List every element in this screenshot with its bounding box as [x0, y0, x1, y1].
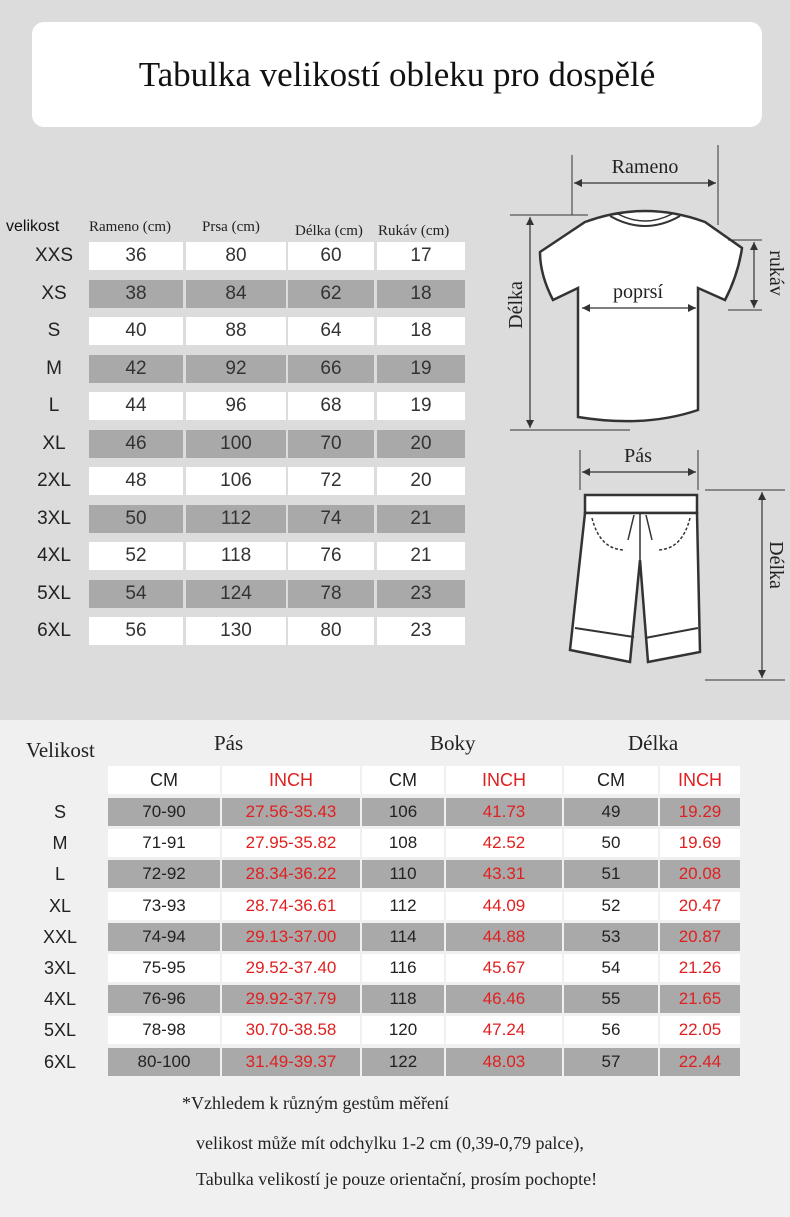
table-cell: 80: [186, 242, 286, 270]
table-cell: 51: [564, 860, 658, 888]
table-cell: 57: [564, 1048, 658, 1076]
table-cell: 66: [288, 355, 374, 383]
chest-label: poprsí: [613, 281, 663, 303]
table-cell: 78: [288, 580, 374, 608]
shorts-length-label: Délka: [765, 541, 787, 589]
note-line-2: velikost může mít odchylku 1-2 cm (0,39-0,79 palce),: [196, 1133, 584, 1153]
size-label: 6XL: [37, 620, 71, 641]
table-cell: 19.69: [660, 829, 740, 857]
table-cell: 44.88: [446, 923, 562, 951]
table-cell: 48: [89, 467, 183, 495]
size-label: L: [48, 395, 60, 416]
size-column-header: Velikost: [26, 738, 95, 762]
table-cell: 29.52-37.40: [222, 954, 360, 982]
group-header: Délka: [628, 731, 679, 755]
table-cell: 64: [288, 317, 374, 345]
table-cell: 52: [564, 892, 658, 920]
table-cell: 18: [377, 317, 465, 345]
table-cell: 55: [564, 985, 658, 1013]
table-cell: 62: [288, 280, 374, 308]
table-cell: 118: [186, 542, 286, 570]
table-cell: 30.70-38.58: [222, 1016, 360, 1044]
size-label: 5XL: [37, 582, 71, 604]
table-cell: 48.03: [446, 1048, 562, 1076]
size-label: 6XL: [43, 1051, 77, 1072]
table-cell: 23: [377, 617, 465, 645]
table-cell: 44.09: [446, 892, 562, 920]
table-cell: 23: [377, 580, 465, 608]
table-cell: 20: [377, 467, 465, 495]
table-cell: 47.24: [446, 1016, 562, 1044]
table-cell: 68: [288, 392, 374, 420]
table-cell: 73-93: [108, 892, 220, 920]
title-banner: [32, 22, 762, 127]
table-cell: 56: [89, 617, 183, 645]
table-cell: 74: [288, 505, 374, 533]
unit-header: INCH: [222, 766, 360, 794]
table-cell: 130: [186, 617, 286, 645]
table-cell: 122: [362, 1048, 444, 1076]
table-cell: 22.44: [660, 1048, 740, 1076]
table-cell: 53: [564, 923, 658, 951]
shirt-length-label: Délka: [505, 281, 527, 329]
table-cell: 19.29: [660, 798, 740, 826]
table-cell: 29.92-37.79: [222, 985, 360, 1013]
table-cell: 19: [377, 355, 465, 383]
table-cell: 78-98: [108, 1016, 220, 1044]
table-cell: 124: [186, 580, 286, 608]
table-cell: 114: [362, 923, 444, 951]
unit-header: CM: [564, 766, 658, 794]
table-cell: 21.65: [660, 985, 740, 1013]
table-cell: 118: [362, 985, 444, 1013]
table-cell: 21.26: [660, 954, 740, 982]
page-title: Tabulka velikostí obleku pro dospělé: [138, 54, 656, 94]
size-label: 4XL: [43, 989, 77, 1010]
column-header: Délka (cm): [295, 223, 363, 239]
tshirt-diagram: [490, 140, 790, 440]
table-cell: 116: [362, 954, 444, 982]
table-cell: 70: [288, 430, 374, 458]
table-cell: 20: [377, 430, 465, 458]
table-cell: 29.13-37.00: [222, 923, 360, 951]
group-header: Pás: [214, 731, 244, 755]
size-label: XXS: [34, 245, 74, 266]
note-line-3: Tabulka velikostí je pouze orientační, prosím pochopte!: [196, 1169, 598, 1189]
table-cell: 60: [288, 242, 374, 270]
table-cell: 36: [89, 242, 183, 270]
size-label: S: [47, 320, 61, 341]
table-cell: 74-94: [108, 923, 220, 951]
table-cell: 54: [89, 580, 183, 608]
column-header: Prsa (cm): [202, 219, 260, 235]
table-cell: 71-91: [108, 829, 220, 857]
table-cell: 106: [362, 798, 444, 826]
table-cell: 88: [186, 317, 286, 345]
table-cell: 50: [89, 505, 183, 533]
size-label: XL: [42, 432, 66, 454]
column-header: Rukáv (cm): [378, 223, 450, 239]
table-cell: 45.67: [446, 954, 562, 982]
size-label: XS: [41, 282, 67, 304]
size-label: 2XL: [37, 470, 71, 491]
table-cell: 92: [186, 355, 286, 383]
table-cell: 84: [186, 280, 286, 308]
table-cell: 21: [377, 542, 465, 570]
column-header: Rameno (cm): [89, 219, 172, 235]
table-cell: 50: [564, 829, 658, 857]
shoulder-label: Rameno: [611, 156, 679, 178]
size-label: 3XL: [37, 507, 71, 529]
size-label: 4XL: [37, 545, 71, 566]
table-cell: 120: [362, 1016, 444, 1044]
note-line-1: *Vzhledem k různým gestům měření: [182, 1093, 449, 1113]
table-cell: 112: [186, 505, 286, 533]
table-cell: 46.46: [446, 985, 562, 1013]
waist-label: Pás: [624, 445, 652, 467]
table-cell: 41.73: [446, 798, 562, 826]
unit-header: CM: [108, 766, 220, 794]
table-cell: 18: [377, 280, 465, 308]
shorts-diagram: [530, 440, 790, 690]
table-cell: 42.52: [446, 829, 562, 857]
table-cell: 19: [377, 392, 465, 420]
table-cell: 46: [89, 430, 183, 458]
size-label: M: [46, 357, 62, 379]
size-label: S: [53, 802, 66, 822]
unit-header: INCH: [446, 766, 562, 794]
table-cell: 43.31: [446, 860, 562, 888]
table-cell: 108: [362, 829, 444, 857]
unit-header: INCH: [660, 766, 740, 794]
size-label: 3XL: [43, 958, 77, 978]
table-cell: 20.08: [660, 860, 740, 888]
size-label: L: [54, 864, 65, 885]
table-cell: 56: [564, 1016, 658, 1044]
unit-header: CM: [362, 766, 444, 794]
size-label: 5XL: [43, 1020, 77, 1041]
table-cell: 96: [186, 392, 286, 420]
table-cell: 40: [89, 317, 183, 345]
table-cell: 75-95: [108, 954, 220, 982]
table-cell: 54: [564, 954, 658, 982]
table-cell: 44: [89, 392, 183, 420]
table-cell: 20.87: [660, 923, 740, 951]
sleeve-label: rukáv: [765, 250, 787, 296]
size-label: M: [52, 833, 68, 854]
table-cell: 100: [186, 430, 286, 458]
table-cell: 42: [89, 355, 183, 383]
size-column-header: velikost: [6, 218, 60, 235]
table-cell: 76: [288, 542, 374, 570]
table-cell: 80-100: [108, 1048, 220, 1076]
size-label: XXL: [42, 926, 78, 947]
table-cell: 28.34-36.22: [222, 860, 360, 888]
table-cell: 76-96: [108, 985, 220, 1013]
table-cell: 27.56-35.43: [222, 798, 360, 826]
table-cell: 110: [362, 860, 444, 888]
table-cell: 20.47: [660, 892, 740, 920]
table-cell: 80: [288, 617, 374, 645]
table-cell: 27.95-35.82: [222, 829, 360, 857]
table-cell: 106: [186, 467, 286, 495]
table-cell: 28.74-36.61: [222, 892, 360, 920]
table-cell: 31.49-39.37: [222, 1048, 360, 1076]
size-label: XL: [48, 895, 72, 916]
table-cell: 72-92: [108, 860, 220, 888]
table-cell: 49: [564, 798, 658, 826]
table-cell: 70-90: [108, 798, 220, 826]
table-cell: 52: [89, 542, 183, 570]
table-cell: 21: [377, 505, 465, 533]
table-cell: 22.05: [660, 1016, 740, 1044]
table-cell: 72: [288, 467, 374, 495]
table-cell: 112: [362, 892, 444, 920]
table-cell: 38: [89, 280, 183, 308]
table-cell: 17: [377, 242, 465, 270]
group-header: Boky: [430, 731, 476, 755]
